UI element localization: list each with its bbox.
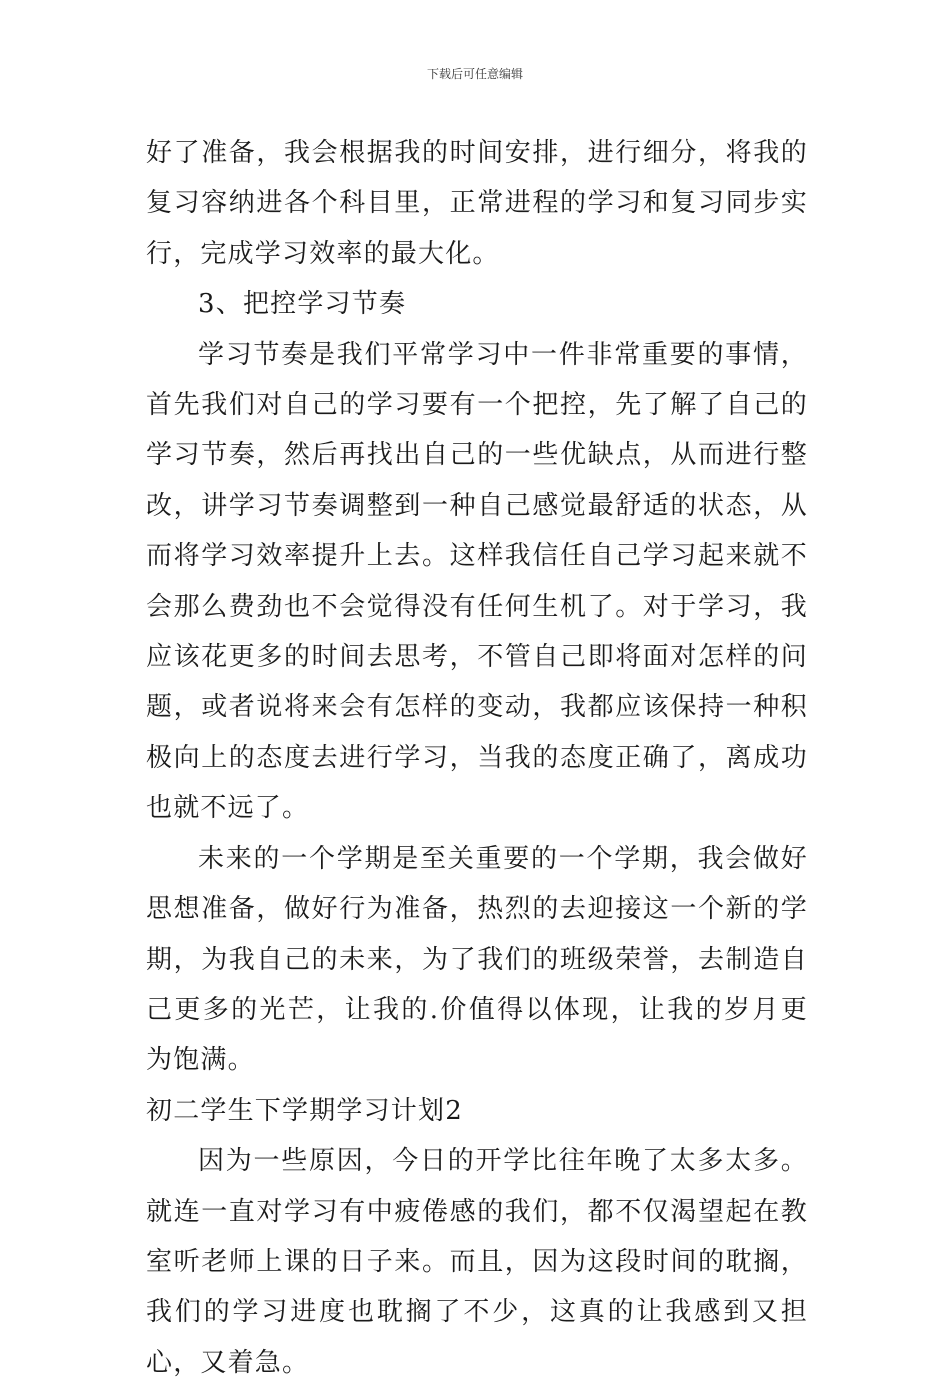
section-title: 初二学生下学期学习计划2 <box>146 1095 463 1126</box>
paragraph-continuation: 好了准备，我会根据我的时间安排，进行细分，将我的复习容纳进各个科目里，正常进程的学习和复习同步实行，完成学习效率的最大化。 <box>146 138 808 269</box>
paragraph-rhythm: 学习节奏是我们平常学习中一件非常重要的事情，首先我们对自己的学习要有一个把控，先了解了自己的学习节奏，然后再找出自己的一些优缺点，从而进行整改，讲学习节奏调整到一种自己感觉最舒适的状态，从而将学习效率提升上去。这样我信任自己学习起来就不会那么费劲也不会觉得没有任何生机了。对于学习，我应该花更多的时间去思考，不管自己即将面对怎样的问题，或者说将来会有怎样的变动，我都应该保持一种积极向上的态度去进行学习，当我的态度正确了，离成功也就不远了。 <box>146 339 808 824</box>
document-body <box>146 128 808 1388</box>
subheading-rhythm: 3、把控学习节奏 <box>198 289 407 320</box>
paragraph-future: 未来的一个学期是至关重要的一个学期，我会做好思想准备，做好行为准备，热烈的去迎接这一个新的学期，为我自己的未来，为了我们的班级荣誉，去制造自己更多的光芒，让我的.价值得以体现，让我的岁月更为饱满。 <box>146 843 808 1076</box>
paragraph-delay: 因为一些原因，今日的开学比往年晚了太多太多。就连一直对学习有中疲倦感的我们，都不仅渴望起在教室听老师上课的日子来。而且，因为这段时间的耽搁，我们的学习进度也耽搁了不少，这真的让我感到又担心，又着急。 <box>146 1146 808 1378</box>
page-header-note: 下载后可任意编辑 <box>426 67 523 81</box>
